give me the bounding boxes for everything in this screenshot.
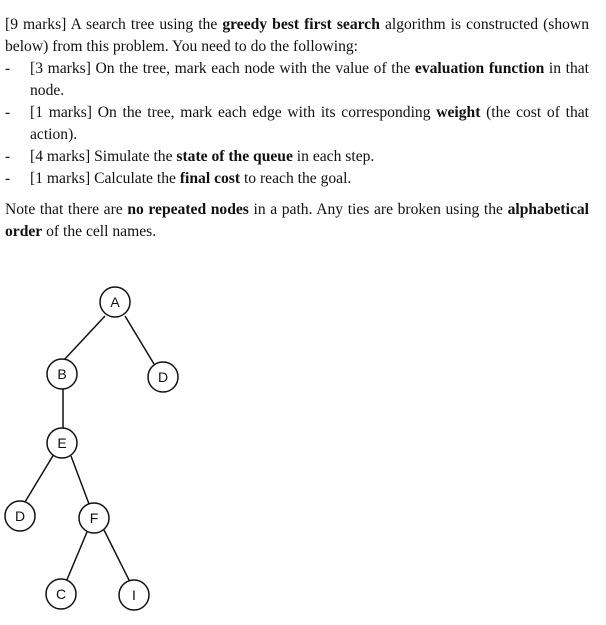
tree-node-b [47, 359, 77, 389]
task-marks: [1 marks] [30, 170, 91, 187]
task-marks: [1 marks] [30, 104, 93, 121]
node-label: C [55, 586, 67, 602]
task-text: in that node. [30, 60, 590, 99]
task-bold: final cost [179, 170, 241, 187]
search-tree-diagram [0, 280, 200, 620]
question-text [5, 14, 589, 243]
task-marks: [3 marks] [30, 60, 91, 77]
task-text: (the cost of that action). [30, 104, 589, 143]
node-label: D [157, 369, 169, 385]
task-text: in each step. [292, 148, 375, 165]
node-label: E [57, 435, 67, 451]
edge-e-d [25, 454, 54, 502]
task-list [5, 58, 589, 190]
node-label: D [14, 508, 26, 524]
task-marks: [4 marks] [30, 148, 91, 165]
node-label: B [57, 366, 67, 382]
question-intro [5, 14, 589, 58]
note-text: Note that there are [5, 201, 128, 218]
tree-node-c [46, 579, 76, 609]
task-text: On the tree, mark each edge with its corresponding [92, 104, 437, 121]
bullet-dash: - [5, 148, 11, 165]
task-text: Simulate the [90, 148, 177, 165]
task-item [5, 146, 589, 168]
edge-f-i [104, 530, 130, 582]
note-bold: no repeated nodes [127, 201, 249, 218]
task-bold: state of the queue [176, 148, 293, 165]
tree-node-a [100, 287, 130, 317]
tree-node-i [119, 580, 149, 610]
edge-e-f [71, 456, 89, 504]
node-label: A [110, 294, 120, 310]
node-label: I [132, 587, 136, 603]
bullet-dash: - [5, 170, 11, 187]
task-bold: evaluation function [414, 60, 545, 77]
tree-node-f [79, 503, 109, 533]
bullet-dash: - [5, 104, 11, 121]
node-label: F [89, 510, 99, 526]
tree-node-d-left [5, 501, 35, 531]
task-item [5, 102, 589, 146]
edge-f-c [66, 532, 87, 582]
intro-text-b: algorithm is constructed (shown below) from this problem. You need to do the following: [5, 16, 589, 55]
tree-node-d-right [148, 362, 178, 392]
task-item [5, 168, 589, 190]
task-item [5, 58, 589, 102]
task-text: Calculate the [90, 170, 180, 187]
algorithm-name: greedy best first search [222, 16, 380, 33]
tree-node-e [47, 428, 77, 458]
task-text: to reach the goal. [240, 170, 352, 187]
note-paragraph [5, 199, 589, 243]
intro-marks: [9 marks] [5, 16, 67, 33]
note-text: of the cell names. [42, 223, 157, 240]
task-text: On the tree, mark each node with the value of the [90, 60, 415, 77]
intro-text-a: A search tree using the [66, 16, 223, 33]
bullet-dash: - [5, 60, 11, 77]
edge-a-d [125, 316, 154, 364]
edge-a-b [63, 316, 105, 361]
note-text: in a path. Any ties are broken using the [248, 201, 508, 218]
task-bold: weight [436, 104, 481, 121]
note-bold: alphabetical order [5, 201, 590, 240]
